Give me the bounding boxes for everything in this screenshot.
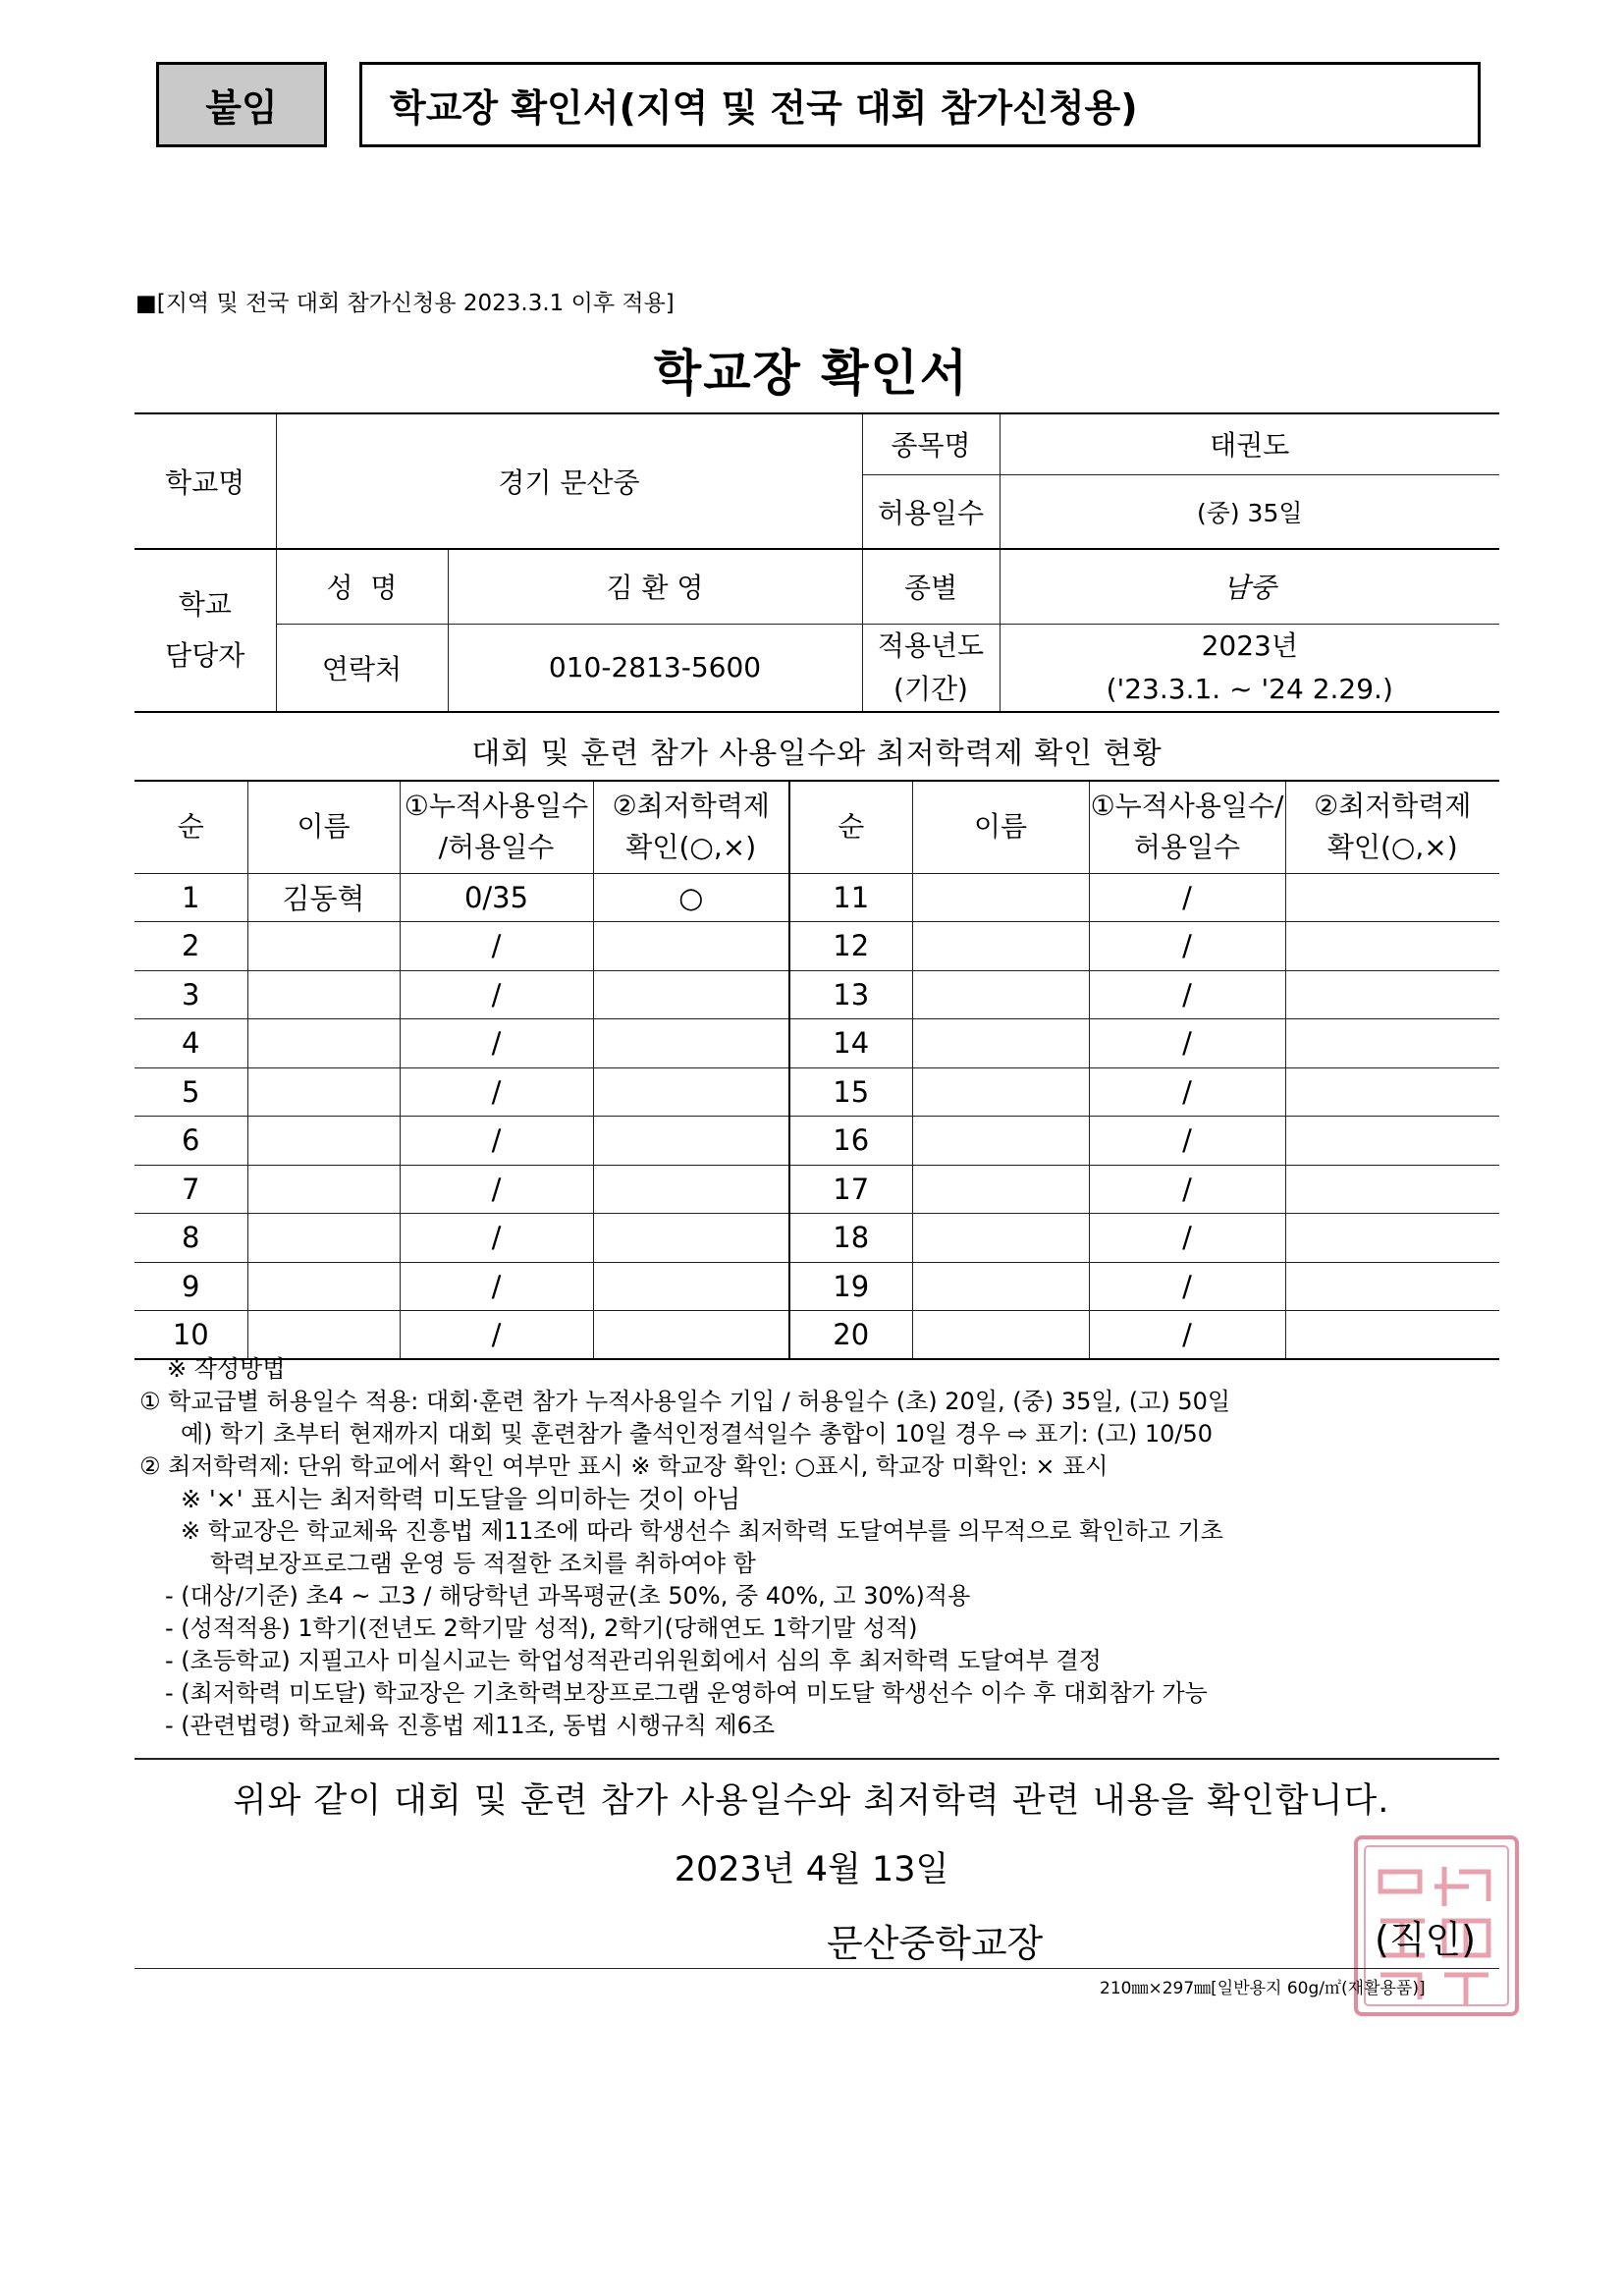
table-row [135, 1262, 1499, 1311]
gender-value: 남중 [1000, 549, 1499, 624]
days-used: / [400, 1019, 593, 1068]
academic-check [1285, 1117, 1499, 1166]
days-used: / [1089, 1214, 1285, 1263]
document-title: 학교장 확인서 [653, 345, 970, 402]
header-no-right: 순 [789, 781, 912, 873]
notice-line: ■[지역 및 전국 대회 참가신청용 2023.3.1 이후 적용] [135, 291, 675, 316]
participant-name: 김동혁 [247, 873, 400, 922]
table-row [135, 1019, 1499, 1068]
header-academic-left-line2: 확인(○,×) [625, 831, 757, 864]
days-used: / [1089, 1165, 1285, 1214]
header-academic-right [1285, 781, 1499, 873]
allowed-label: 허용일수 [862, 474, 1000, 549]
note-line: - (성적적용) 1학기(전년도 2학기말 성적), 2학기(당해연도 1학기말 성적) [165, 1614, 918, 1642]
participant-name [912, 1165, 1089, 1214]
header-academic-left-line1: ②최저학력제 [612, 790, 770, 823]
year-value-line1: 2023년 [1201, 629, 1298, 662]
participant-name [247, 1067, 400, 1117]
academic-check [593, 922, 789, 971]
sport-value: 태권도 [1000, 413, 1499, 474]
participant-name [247, 922, 400, 971]
note-line: 예) 학기 초부터 현재까지 대회 및 훈련참가 출석인정결석일수 총합이 10일 경우 ⇨ 표기: (고) 10/50 [181, 1420, 1214, 1448]
participant-table [135, 780, 1499, 1360]
academic-check [1285, 1262, 1499, 1311]
academic-check [1285, 970, 1499, 1019]
row-number: 6 [135, 1117, 247, 1166]
days-used: / [1089, 922, 1285, 971]
footer-rule [135, 1968, 1499, 1969]
participant-name [247, 1019, 400, 1068]
participant-name [912, 922, 1089, 971]
days-used: / [400, 1165, 593, 1214]
table-row [135, 1067, 1499, 1117]
participant-name [912, 1311, 1089, 1360]
table-row [135, 1165, 1499, 1214]
header-days-left-line2: /허용일수 [438, 831, 555, 864]
row-number: 2 [135, 922, 247, 971]
note-heading: ※ 작성방법 [167, 1355, 286, 1383]
academic-check [1285, 1311, 1499, 1360]
header-days-left [400, 781, 593, 873]
participant-name [247, 1117, 400, 1166]
academic-check [593, 1311, 789, 1360]
table-row [135, 1311, 1499, 1360]
row-number: 15 [789, 1067, 912, 1117]
row-number: 17 [789, 1165, 912, 1214]
academic-check [1285, 1214, 1499, 1263]
writing-guide [139, 1353, 1512, 1742]
note-line: - (관련법령) 학교체육 진흥법 제11조, 동법 시행규칙 제6조 [165, 1712, 776, 1739]
days-used: / [400, 1067, 593, 1117]
section-title: 대회 및 훈련 참가 사용일수와 최저학력제 확인 현황 [471, 737, 1163, 771]
note-line: - (대상/기준) 초4 ~ 고3 / 해당학년 과목평균(초 50%, 중 40%, 고 30%)적용 [165, 1582, 971, 1610]
table-row [135, 1117, 1499, 1166]
participant-name [247, 1165, 400, 1214]
row-number: 13 [789, 970, 912, 1019]
manager-label [135, 549, 276, 712]
contact-label: 연락처 [276, 624, 448, 712]
days-used: / [400, 922, 593, 971]
header-days-right-line2: 허용일수 [1133, 831, 1241, 864]
contact-value: 010-2813-5600 [448, 624, 862, 712]
participant-name [247, 1214, 400, 1263]
school-label: 학교명 [135, 413, 276, 549]
academic-check [593, 970, 789, 1019]
principal-name: 문산중학교장 [827, 1922, 1044, 1965]
note-line: 학력보장프로그램 운영 등 적절한 조치를 취하여야 함 [210, 1550, 756, 1577]
academic-check [1285, 873, 1499, 922]
participant-name [912, 1262, 1089, 1311]
confirmation-statement: 위와 같이 대회 및 훈련 참가 사용일수와 최저학력 관련 내용을 확인합니다. [233, 1781, 1390, 1821]
days-used: / [1089, 873, 1285, 922]
participant-name [247, 970, 400, 1019]
year-label [862, 624, 1000, 712]
academic-check [593, 1214, 789, 1263]
info-table [135, 412, 1499, 713]
note-line: ※ 학교장은 학교체육 진흥법 제11조에 따라 학생선수 최저학력 도달여부를 의무적으로 확인하고 기초 [181, 1517, 1223, 1545]
row-number: 9 [135, 1262, 247, 1311]
attachment-tag: 붙임 [156, 62, 327, 147]
issue-date: 2023년 4월 13일 [674, 1850, 949, 1889]
academic-check: ○ [593, 873, 789, 922]
name-value: 김 환 영 [448, 549, 862, 624]
participant-name [247, 1311, 400, 1360]
row-number: 12 [789, 922, 912, 971]
participant-name [912, 970, 1089, 1019]
days-used: / [400, 1117, 593, 1166]
note-line: ① 학교급별 허용일수 적용: 대회·훈련 참가 누적사용일수 기입 / 허용일수 (초) 20일, (중) 35일, (고) 50일 [139, 1388, 1231, 1415]
academic-check [1285, 1165, 1499, 1214]
days-used: / [1089, 1262, 1285, 1311]
participant-name [912, 1214, 1089, 1263]
days-used: / [400, 1311, 593, 1360]
sport-label: 종목명 [862, 413, 1000, 474]
notes-bottom-rule [135, 1758, 1499, 1760]
days-used: / [1089, 1311, 1285, 1360]
row-number: 1 [135, 873, 247, 922]
header-name-left: 이름 [247, 781, 400, 873]
header-days-right-line1: ①누적사용일수/ [1090, 790, 1284, 823]
header-name-right: 이름 [912, 781, 1089, 873]
gender-label: 종별 [862, 549, 1000, 624]
year-value-line2: ('23.3.1. ~ '24 2.29.) [1106, 672, 1393, 705]
academic-check [593, 1019, 789, 1068]
note-line: ② 최저학력제: 단위 학교에서 확인 여부만 표시 ※ 학교장 확인: ○표시, 학교장 미확인: × 표시 [139, 1452, 1109, 1480]
paper-spec: 210㎜×297㎜[일반용지 60g/㎡(재활용품)] [1100, 1979, 1426, 1998]
header-no-left: 순 [135, 781, 247, 873]
row-number: 7 [135, 1165, 247, 1214]
academic-check [593, 1165, 789, 1214]
academic-check [593, 1117, 789, 1166]
school-value: 경기 문산중 [276, 413, 862, 549]
academic-check [1285, 922, 1499, 971]
year-label-line1: 적용년도 [877, 629, 985, 662]
participant-name [912, 1019, 1089, 1068]
days-used: / [400, 1214, 593, 1263]
table-row [135, 970, 1499, 1019]
header-days-right [1089, 781, 1285, 873]
note-line: - (최저학력 미도달) 학교장은 기초학력보장프로그램 운영하여 미도달 학생선수 이수 후 대회참가 가능 [165, 1679, 1208, 1707]
row-number: 3 [135, 970, 247, 1019]
participant-name [912, 1117, 1089, 1166]
academic-check [593, 1262, 789, 1311]
table-row [135, 1214, 1499, 1263]
participant-name [912, 873, 1089, 922]
manager-label-line1: 학교 [178, 588, 232, 621]
table-row [135, 922, 1499, 971]
row-number: 10 [135, 1311, 247, 1360]
days-used: / [400, 970, 593, 1019]
row-number: 16 [789, 1117, 912, 1166]
row-number: 4 [135, 1019, 247, 1068]
days-used: / [1089, 1067, 1285, 1117]
participant-rows [135, 873, 1499, 1359]
row-number: 14 [789, 1019, 912, 1068]
header-academic-left [593, 781, 789, 873]
row-number: 11 [789, 873, 912, 922]
seal-label: (직인) [1375, 1918, 1477, 1961]
academic-check [593, 1067, 789, 1117]
academic-check [1285, 1067, 1499, 1117]
days-used: 0/35 [400, 873, 593, 922]
header-academic-right-line1: ②최저학력제 [1314, 790, 1472, 823]
days-used: / [400, 1262, 593, 1311]
participant-name [912, 1067, 1089, 1117]
row-number: 20 [789, 1311, 912, 1360]
academic-check [1285, 1019, 1499, 1068]
header-academic-right-line2: 확인(○,×) [1326, 831, 1458, 864]
participant-name [247, 1262, 400, 1311]
manager-label-line2: 담당자 [165, 639, 245, 672]
header-title: 학교장 확인서(지역 및 전국 대회 참가신청용) [359, 62, 1481, 147]
header-days-left-line1: ①누적사용일수 [404, 790, 589, 823]
row-number: 19 [789, 1262, 912, 1311]
row-number: 18 [789, 1214, 912, 1263]
days-used: / [1089, 1019, 1285, 1068]
days-used: / [1089, 970, 1285, 1019]
year-value [1000, 624, 1499, 712]
year-label-line2: (기간) [893, 672, 968, 705]
row-number: 5 [135, 1067, 247, 1117]
note-line: ※ '×' 표시는 최저학력 미도달을 의미하는 것이 아님 [181, 1485, 741, 1513]
row-number: 8 [135, 1214, 247, 1263]
table-row [135, 873, 1499, 922]
allowed-value: (중) 35일 [1000, 474, 1499, 549]
days-used: / [1089, 1117, 1285, 1166]
name-label: 성 명 [276, 549, 448, 624]
note-line: - (초등학교) 지필고사 미실시교는 학업성적관리위원회에서 심의 후 최저학력 도달여부 결정 [165, 1647, 1102, 1674]
